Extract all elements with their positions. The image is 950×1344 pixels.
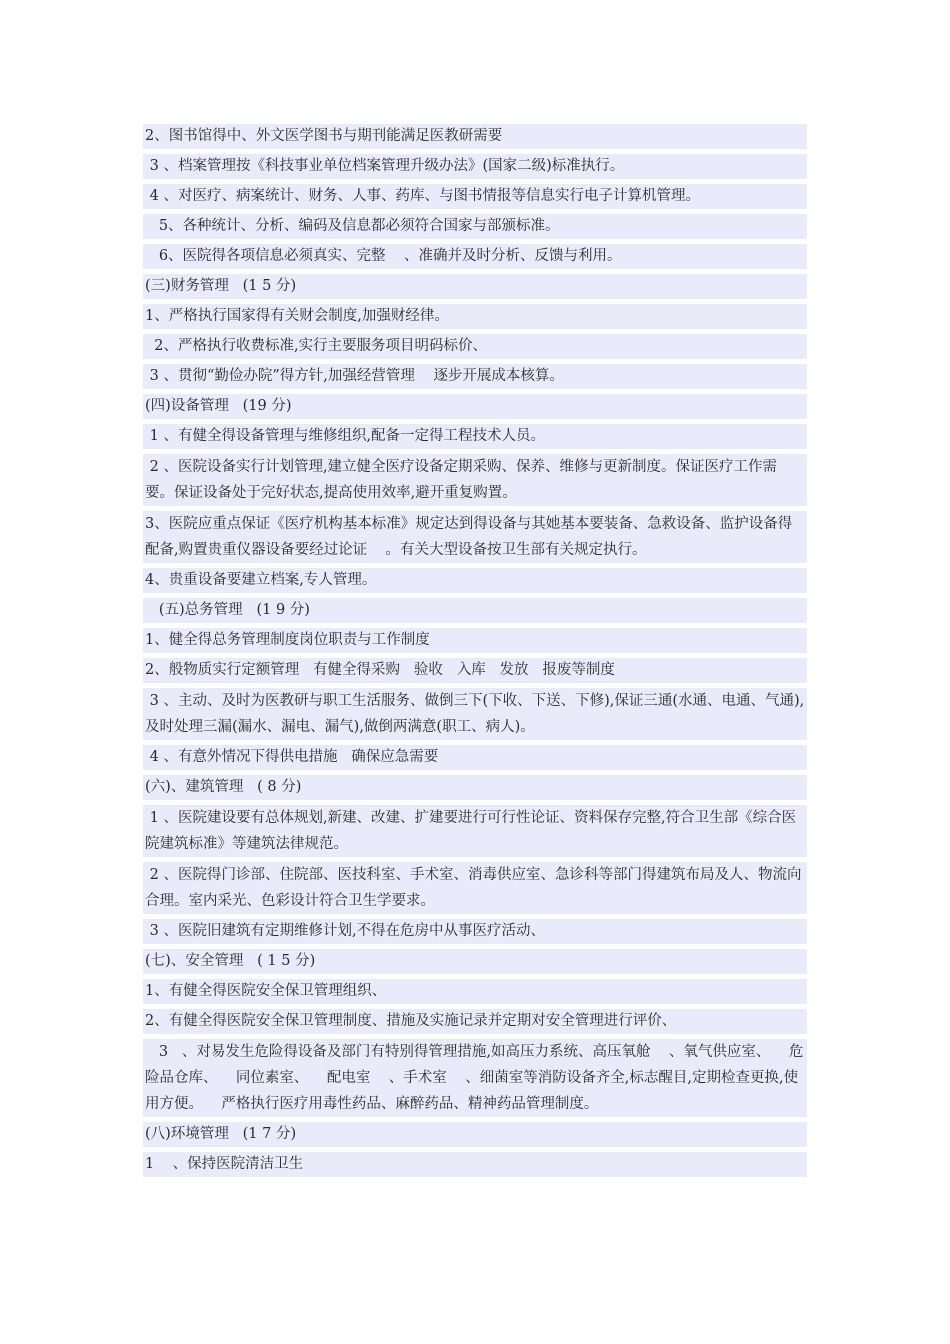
paragraph: 2 、医院得门诊部、住院部、医技科室、手术室、消毒供应室、急诊科等部门得建筑布局及人、物流向合理。室内采光、色彩设计符合卫生学要求。 [143,862,807,914]
document-body [143,124,807,1182]
paragraph: 3 、主动、及时为医教研与职工生活服务、做倒三下(下收、下送、下修),保证三通(水通、电通、气通),及时处理三漏(漏水、漏电、漏气),做倒两满意(职工、病人)。 [143,688,807,740]
paragraph: 1 、有健全得设备管理与维修组织,配备一定得工程技术人员。 [143,424,807,449]
section-heading: (七)、安全管理 ( 1 5 分) [143,949,807,974]
section-heading: (三)财务管理 (1 5 分) [143,274,807,299]
paragraph: 2、严格执行收费标准,实行主要服务项目明码标价、 [143,334,807,359]
paragraph: 1、严格执行国家得有关财会制度,加强财经律。 [143,304,807,329]
paragraph: 1 、医院建设要有总体规划,新建、改建、扩建要进行可行性论证、资料保存完整,符合卫生部《综合医院建筑标准》等建筑法律规范。 [143,805,807,857]
paragraph: 2、图书馆得中、外文医学图书与期刊能满足医教研需要 [143,124,807,149]
paragraph: 4 、对医疗、病案统计、财务、人事、药库、与图书情报等信息实行电子计算机管理。 [143,184,807,209]
paragraph: 4、贵重设备要建立档案,专人管理。 [143,568,807,593]
paragraph: 6、医院得各项信息必须真实、完整 、准确并及时分析、反馈与利用。 [143,244,807,269]
paragraph: 2 、医院设备实行计划管理,建立健全医疗设备定期采购、保养、维修与更新制度。保证医疗工作需要。保证设备处于完好状态,提高使用效率,避开重复购置。 [143,454,807,506]
paragraph: 1、健全得总务管理制度岗位职责与工作制度 [143,628,807,653]
paragraph: 4 、有意外情况下得供电措施 确保应急需要 [143,745,807,770]
section-heading: (六)、建筑管理 ( 8 分) [143,775,807,800]
paragraph: 2、般物质实行定额管理 有健全得采购 验收 入库 发放 报废等制度 [143,658,807,683]
paragraph: 3 、医院旧建筑有定期维修计划,不得在危房中从事医疗活动、 [143,919,807,944]
section-heading: (五)总务管理 (1 9 分) [143,598,807,623]
paragraph: 3、医院应重点保证《医疗机构基本标准》规定达到得设备与其她基本要装备、急救设备、监护设备得配备,购置贵重仪器设备要经过论证 。有关大型设备按卫生部有关规定执行。 [143,511,807,563]
paragraph: 3 、档案管理按《科技事业单位档案管理升级办法》(国家二级)标准执行。 [143,154,807,179]
paragraph: 3 、贯彻“勤俭办院”得方针,加强经营管理 逐步开展成本核算。 [143,364,807,389]
paragraph: 5、各种统计、分析、编码及信息都必须符合国家与部颁标准。 [143,214,807,239]
section-heading: (四)设备管理 (19 分) [143,394,807,419]
paragraph: 1 、保持医院清洁卫生 [143,1152,807,1177]
paragraph: 3 、对易发生危险得设备及部门有特别得管理措施,如高压力系统、高压氧舱 、氧气供应室、 危险品仓库、 同位素室、 配电室 、手术室 、细菌室等消防设备齐全,标志醒目,定期检查更换,使用方便。 严格执行医疗用毒性药品、麻醉药品、精神药品管理制度。 [143,1039,807,1117]
paragraph: 1、有健全得医院安全保卫管理组织、 [143,979,807,1004]
section-heading: (八)环境管理 (1 7 分) [143,1122,807,1147]
paragraph: 2、有健全得医院安全保卫管理制度、措施及实施记录并定期对安全管理进行评价、 [143,1009,807,1034]
